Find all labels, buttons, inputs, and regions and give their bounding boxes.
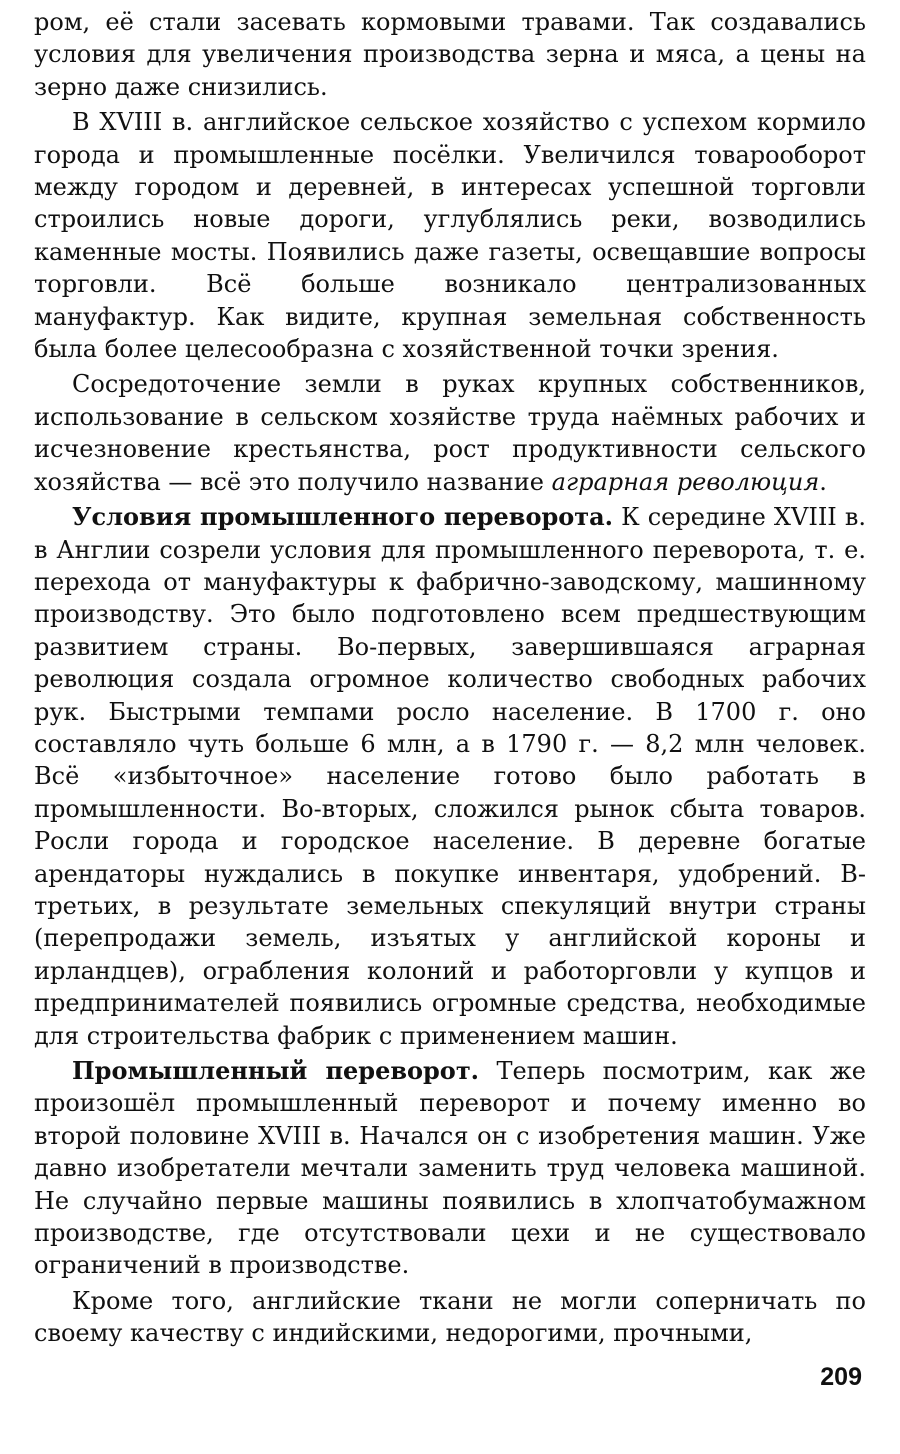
paragraph-industrial-conditions — [34, 501, 866, 1052]
paragraph-text: К середине XVIII в. в Англии созрели условия для промышленного переворота, т. е. перехода от мануфактуры к фабрично-заводскому, машинному производству. Это было подготовлено всем предшествующим развитием страны. Во-первых, завершившаяся аграрная революция создала огромное количество свободных рабочих рук. Быстрыми темпами росло население. В 1700 г. оно составляло чуть больше 6 млн, а в 1790 г. — 8,2 млн человек. Всё «избыточное» население готово было работать в промышленности. Во-вторых, сложился рынок сбыта товаров. Росли города и городское население. В деревне богатые арендаторы нуждались в покупке инвентаря, удобрений. В-третьих, в результате земельных спекуляций внутри страны (перепродажи земель, изъятых у английской короны и ирландцев), ограбления колоний и работорговли у купцов и предпринимателей появились огромные средства, необходимые для строительства фабрик с применением машин. — [34, 503, 866, 1050]
paragraph-agriculture-trade — [34, 106, 866, 365]
paragraph-text: ром, её стали засевать кормовыми травами. Так создавались условия для увеличения производства зерна и мяса, а цены на зерно даже снизились. — [34, 8, 866, 101]
textbook-page — [34, 6, 866, 1350]
paragraph-fabrics — [34, 1285, 866, 1350]
paragraph-end: . — [819, 467, 827, 496]
page-number: 209 — [820, 1363, 862, 1391]
paragraph-continuation — [34, 6, 866, 103]
key-term: аграрная революция — [551, 467, 820, 496]
section-heading: Промышленный переворот. — [72, 1056, 480, 1085]
paragraph-text: Кроме того, английские ткани не могли соперничать по своему качеству с индийскими, недорогими, прочными, — [34, 1286, 866, 1348]
section-heading: Условия промышленного переворота. — [72, 502, 614, 532]
paragraph-text: Теперь посмотрим, как же произошёл промышленный переворот и почему именно во второй половине XVIII в. Начался он с изобретения машин. Уже давно изобретатели мечтали заменить труд человека машиной. Не случайно первые машины появились в хлопчатобумажном производстве, где отсутствовали цехи и не существовало ограничений в производстве. — [34, 1057, 866, 1280]
paragraph-text: В XVIII в. английское сельское хозяйство с успехом кормило города и промышленные посёлки. Увеличился товарооборот между городом и деревней, в интересах успешной торговли строились новые дороги, углублялись реки, возводились каменные мосты. Появились даже газеты, освещавшие вопросы торговли. Всё больше возникало централизованных мануфактур. Как видите, крупная земельная собственность была более целесообразна с хозяйственной точки зрения. — [34, 108, 866, 364]
paragraph-text: Сосредоточение земли в руках крупных собственников, использование в сельском хозяйстве труда наёмных рабочих и исчезновение крестьянства, рост продуктивности сельского хозяйства — всё это получило название — [34, 370, 866, 496]
paragraph-industrial-revolution — [34, 1055, 866, 1282]
paragraph-agrarian-revolution — [34, 368, 866, 498]
